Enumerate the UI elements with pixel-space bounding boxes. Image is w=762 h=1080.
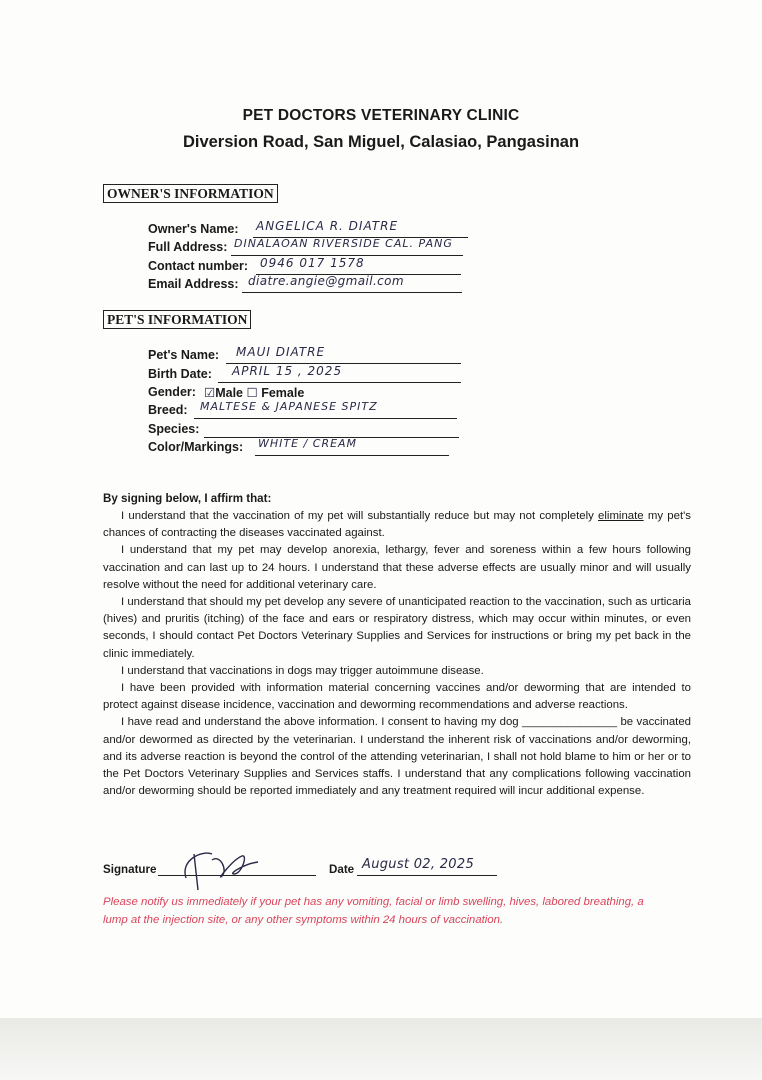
affirmation-paragraph-5: I have been provided with information material concerning vaccines and/or deworming that are intended to protect against disease incidence, vaccination and deworming recommendations and adverse reactions. bbox=[103, 682, 691, 712]
pet-birth-line bbox=[218, 382, 461, 383]
clinic-name: PET DOCTORS VETERINARY CLINIC bbox=[242, 107, 520, 124]
pet-gender-label: Gender: bbox=[148, 385, 196, 399]
female-label: Female bbox=[261, 386, 305, 400]
pet-birth-label: Birth Date: bbox=[148, 367, 212, 381]
page-edge-shadow bbox=[0, 1018, 762, 1080]
owner-name-label: Owner's Name: bbox=[148, 222, 239, 236]
pet-name-label: Pet's Name: bbox=[148, 348, 220, 362]
owner-contact-label: Contact number: bbox=[148, 259, 248, 273]
owner-address-value[interactable]: DINALAOAN RIVERSIDE CAL. PANG bbox=[234, 237, 453, 250]
p1-end: my pet's chances of contracting the diseases vaccinated against. bbox=[103, 510, 692, 540]
gender-options bbox=[204, 385, 304, 400]
pet-color-line bbox=[255, 455, 449, 456]
male-label: Male bbox=[215, 386, 244, 400]
pet-name-value[interactable]: MAUI DIATRE bbox=[236, 345, 326, 359]
date-label: Date bbox=[329, 863, 355, 876]
handwritten-signature bbox=[172, 840, 264, 896]
affirmation-paragraph-4: I understand that vaccinations in dogs may trigger autoimmune disease. bbox=[121, 664, 484, 677]
signature-label: Signature bbox=[103, 863, 157, 876]
pet-section-title: PET'S INFORMATION bbox=[103, 310, 251, 329]
owner-email-label: Email Address: bbox=[148, 277, 239, 291]
affirmation-paragraph-6: I have read and understand the above information. I consent to having my dog _______________ be vaccinated and/or dewormed as directed by the veterinarian. I understand the inherent risk of vaccinations and/or deworming, and its adverse reaction is beyond the control of the attending veterinarian, I shall not hold blame to him or her or to the Pet Doctors Veterinary Supplies and Services staffs. I understand that any complications following vaccination and/or deworming should be reported immediately and any treatment required will incur additional expense. bbox=[103, 716, 691, 798]
owner-section-title: OWNER'S INFORMATION bbox=[103, 184, 278, 203]
pet-birth-value[interactable]: APRIL 15 , 2025 bbox=[232, 364, 343, 378]
owner-contact-value[interactable]: 0946 017 1578 bbox=[260, 256, 365, 270]
p1-underlined: eliminate bbox=[598, 510, 644, 522]
date-line bbox=[357, 875, 497, 876]
pet-species-label: Species: bbox=[148, 422, 200, 436]
pet-breed-value[interactable]: MALTESE & JAPANESE SPITZ bbox=[200, 400, 378, 413]
affirmation-paragraph-3: I understand that should my pet develop any severe of unanticipated reaction to the vaccination, such as urticaria (hives) and pruritis (itching) of the face and ears or respiratory distress, which may occur within minutes, or even seconds, I should contact Pet Doctors Veterinary Supplies and Services for instructions or bring my pet back in the clinic immediately. bbox=[103, 596, 691, 660]
clinic-address: Diversion Road, San Miguel, Calasiao, Pangasinan bbox=[182, 133, 580, 151]
affirmation-heading: By signing below, I affirm that: bbox=[103, 492, 272, 505]
pet-color-label: Color/Markings: bbox=[148, 440, 244, 454]
affirmation-paragraph-2: I understand that my pet may develop anorexia, lethargy, fever and soreness within a few hours following vaccination and can last up to 24 hours. I understand that these adverse effects are usually minor and will usually resolve without the need for additional veterinary care. bbox=[103, 544, 691, 591]
affirmation-body bbox=[103, 508, 691, 800]
pet-color-value[interactable]: WHITE / CREAM bbox=[258, 437, 358, 450]
pet-breed-label: Breed: bbox=[148, 403, 188, 417]
male-checkbox[interactable]: ☑ bbox=[204, 386, 216, 400]
owner-email-line bbox=[242, 292, 462, 293]
female-checkbox[interactable]: ☐ bbox=[246, 386, 258, 400]
owner-name-value[interactable]: ANGELICA R. DIATRE bbox=[256, 219, 399, 233]
affirmation-paragraph-1 bbox=[103, 508, 691, 542]
owner-address-label: Full Address: bbox=[148, 240, 228, 254]
date-value[interactable]: August 02, 2025 bbox=[362, 857, 475, 872]
warning-note: Please notify us immediately if your pet has any vomiting, facial or limb swelling, hives, labored breathing, a lump at the injection site, or any other symptoms within 24 hours of vaccination. bbox=[103, 896, 644, 926]
pet-breed-line bbox=[194, 418, 457, 419]
p1-start: I understand that the vaccination of my pet will substantially reduce but may not completely bbox=[121, 510, 599, 522]
owner-email-value[interactable]: diatre.angie@gmail.com bbox=[248, 274, 405, 288]
